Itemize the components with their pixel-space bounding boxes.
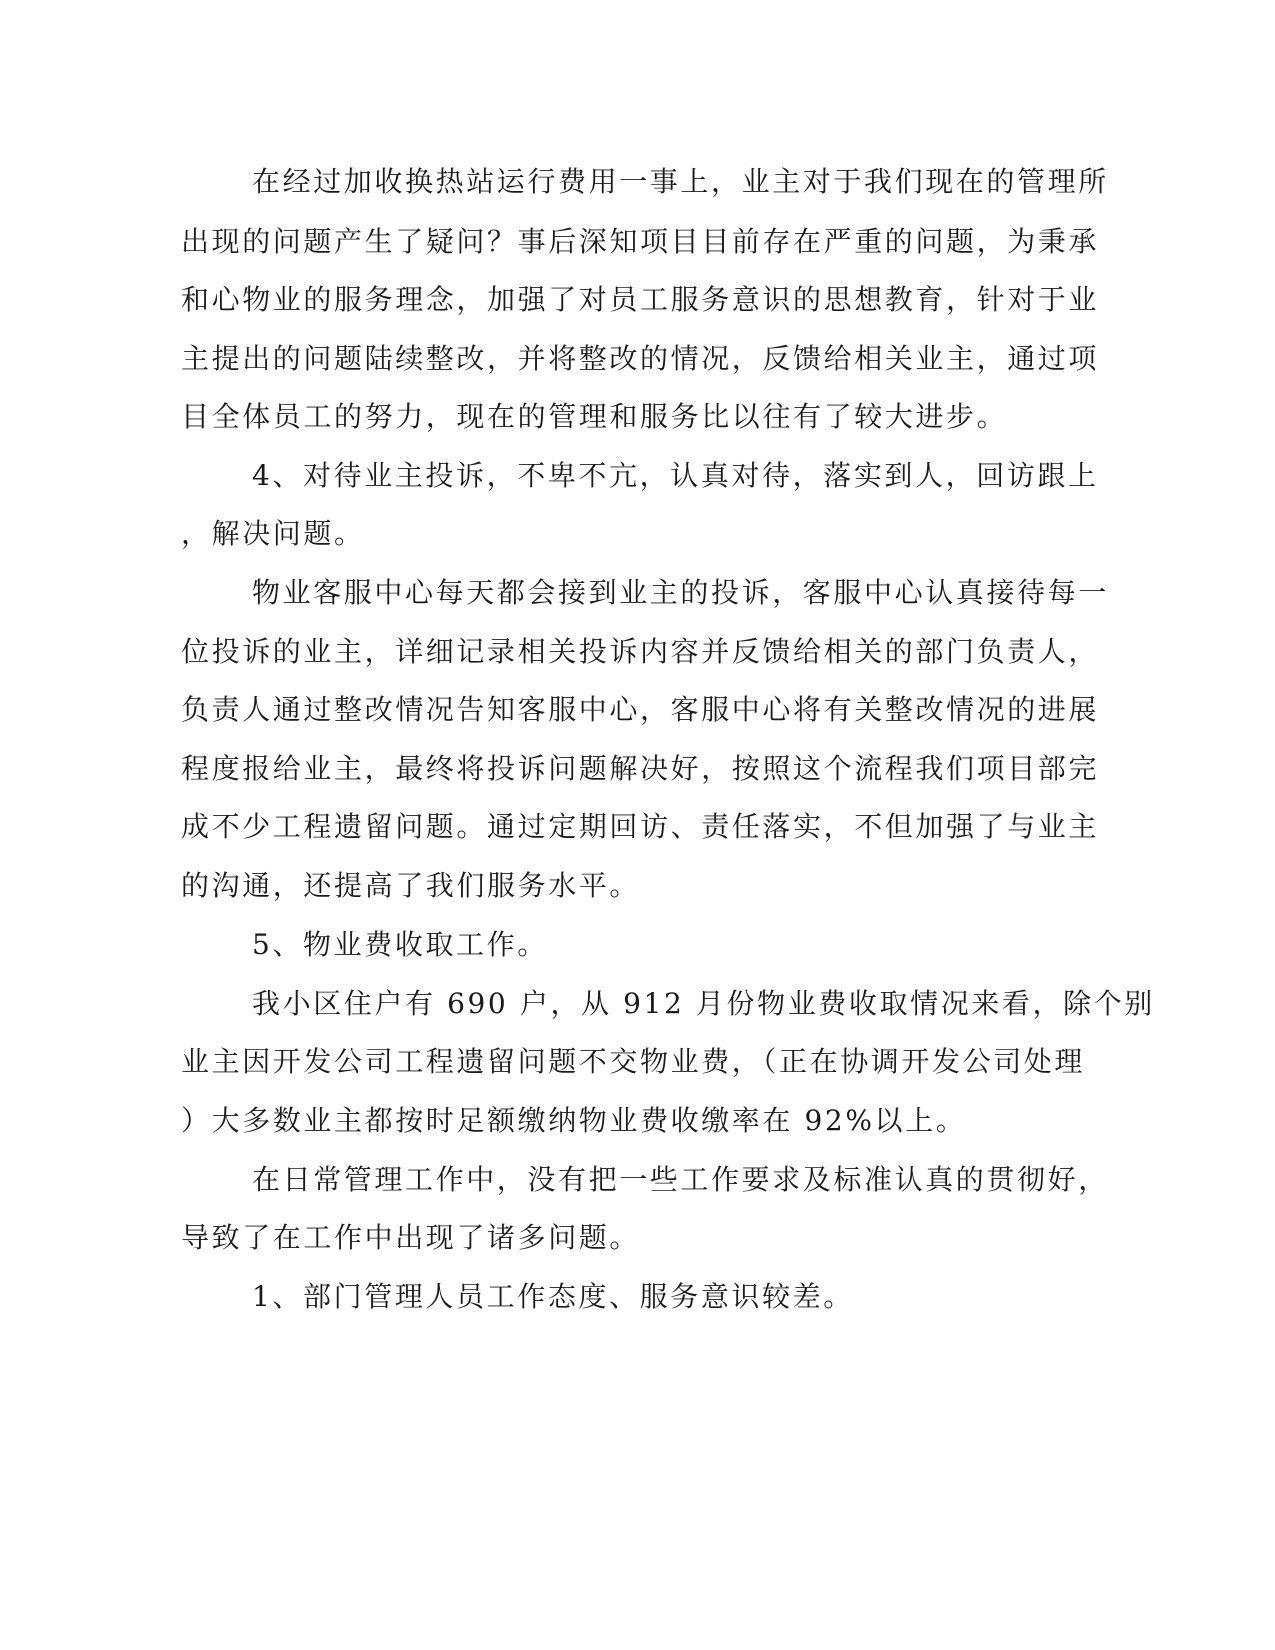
paragraph-line: 负责人通过整改情况告知客服中心，客服中心将有关整改情况的进展 xyxy=(181,693,1100,726)
paragraph-line: ，解决问题。 xyxy=(181,517,365,550)
paragraph-line: 导致了在工作中出现了诸多问题。 xyxy=(181,1221,641,1254)
paragraph-line: 目全体员工的努力，现在的管理和服务比以往有了较大进步。 xyxy=(181,400,1008,433)
numbered-item-4: 4、对待业主投诉，不卑不亢，认真对待，落实到人，回访跟上 xyxy=(252,459,1099,492)
paragraph-line: 的沟通，还提高了我们服务水平。 xyxy=(181,869,641,902)
paragraph-line: 我小区住户有 690 户，从 912 月份物业费收取情况来看，除个别 xyxy=(252,987,1155,1020)
paragraph-line: 成不少工程遗留问题。通过定期回访、责任落实，不但加强了与业主 xyxy=(181,810,1100,843)
paragraph-line: 出现的问题产生了疑问？事后深知项目目前存在严重的问题，为秉承 xyxy=(181,225,1100,258)
paragraph-line: 主提出的问题陆续整改，并将整改的情况，反馈给相关业主，通过项 xyxy=(181,342,1100,375)
paragraph-line: 和心物业的服务理念，加强了对员工服务意识的思想教育，针对于业 xyxy=(181,283,1100,316)
numbered-item-5: 5、物业费收取工作。 xyxy=(252,928,548,961)
paragraph-line: 程度报给业主，最终将投诉问题解决好，按照这个流程我们项目部完 xyxy=(181,752,1100,785)
paragraph-line: 业主因开发公司工程遗留问题不交物业费，（正在协调开发公司处理 xyxy=(181,1045,1086,1078)
paragraph-line: 在日常管理工作中，没有把一些工作要求及标准认真的贯彻好， xyxy=(252,1163,1109,1196)
numbered-item-1: 1、部门管理人员工作态度、服务意识较差。 xyxy=(252,1280,854,1313)
paragraph-line: 物业客服中心每天都会接到业主的投诉，客服中心认真接待每一 xyxy=(252,576,1109,609)
paragraph-line: ）大多数业主都按时足额缴纳物业费收缴率在 92%以上。 xyxy=(181,1104,967,1137)
paragraph-line: 在经过加收换热站运行费用一事上，业主对于我们现在的管理所 xyxy=(252,165,1109,198)
paragraph-line: 位投诉的业主，详细记录相关投诉内容并反馈给相关的部门负责人， xyxy=(181,635,1100,668)
